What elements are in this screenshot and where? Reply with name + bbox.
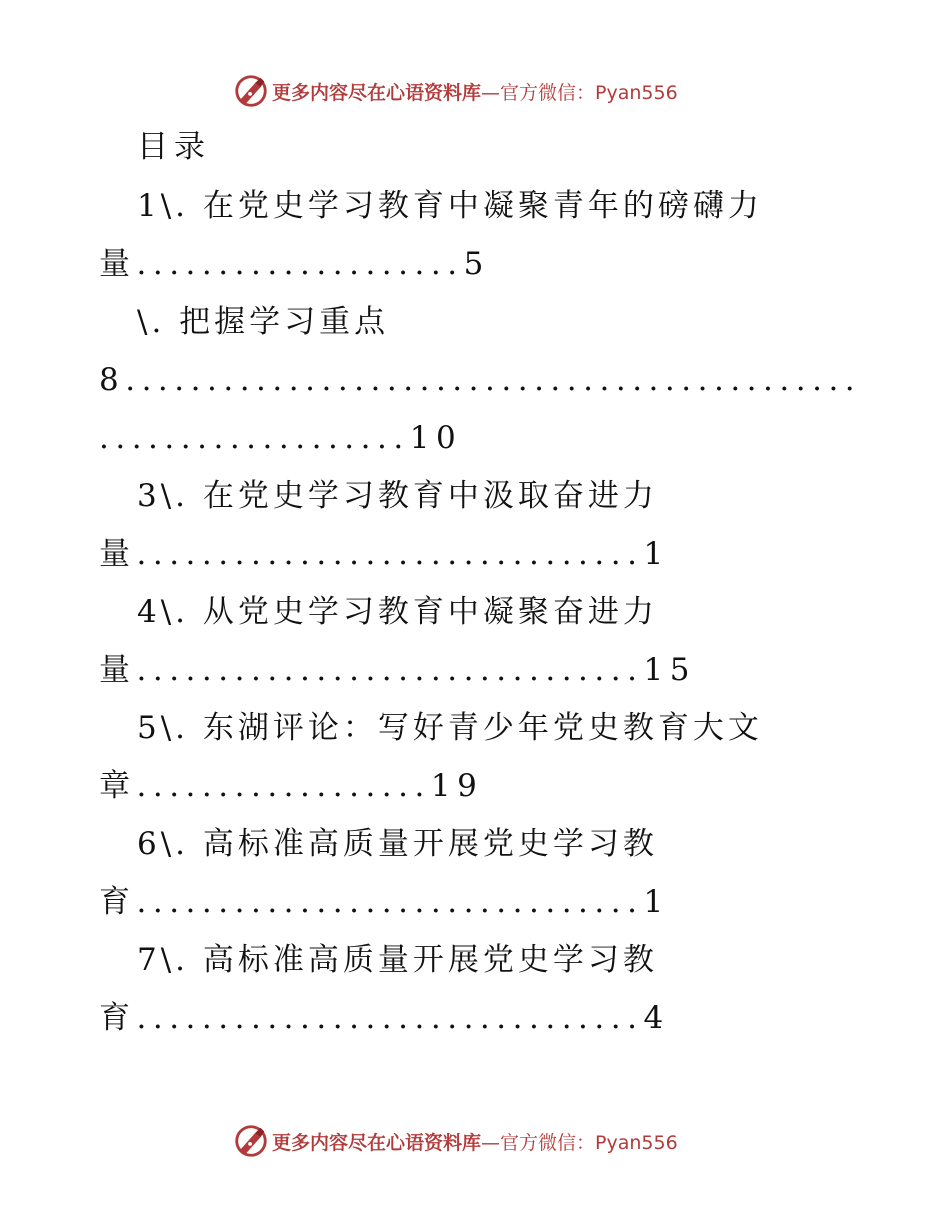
toc-entry-4-page: 量...............................15	[99, 652, 696, 688]
header-watermark	[232, 71, 678, 111]
toc-entry-3-title: 3\. 在党史学习教育中汲取奋进力	[137, 478, 658, 514]
watermark-suffix: —官方微信：Pyan556	[481, 1131, 678, 1154]
toc-entry-1-page: 量....................5	[99, 246, 490, 282]
toc-entry-2-leader: 8.............................................	[99, 362, 862, 398]
toc-entry-3-page: 量...............................1	[99, 536, 670, 572]
footer-watermark	[232, 1121, 678, 1161]
watermark-text: 更多内容尽在心语资料库	[272, 81, 482, 104]
toc-entry-2-page: ...................10	[99, 420, 463, 456]
toc-entry-2-title: \. 把握学习重点	[137, 304, 390, 340]
toc-entry-4-title: 4\. 从党史学习教育中凝聚奋进力	[137, 594, 658, 630]
watermark-text: 更多内容尽在心语资料库	[272, 1131, 482, 1154]
pen-nib-icon	[232, 1122, 270, 1160]
toc-entry-6-title: 6\. 高标准高质量开展党史学习教	[137, 826, 658, 862]
watermark-suffix: —官方微信：Pyan556	[481, 81, 678, 104]
toc-entry-1-title: 1\. 在党史学习教育中凝聚青年的磅礴力	[137, 188, 763, 224]
toc-entry-7-title: 7\. 高标准高质量开展党史学习教	[137, 942, 658, 978]
toc-entry-5-page: 章..................19	[99, 768, 484, 804]
toc-title: 目录	[137, 129, 211, 165]
toc-entry-6-page: 育...............................1	[99, 884, 670, 920]
pen-nib-icon	[232, 72, 270, 110]
toc-entry-7-page: 育...............................4	[99, 1000, 670, 1036]
toc-entry-5-title: 5\. 东湖评论：写好青少年党史教育大文	[137, 710, 763, 746]
